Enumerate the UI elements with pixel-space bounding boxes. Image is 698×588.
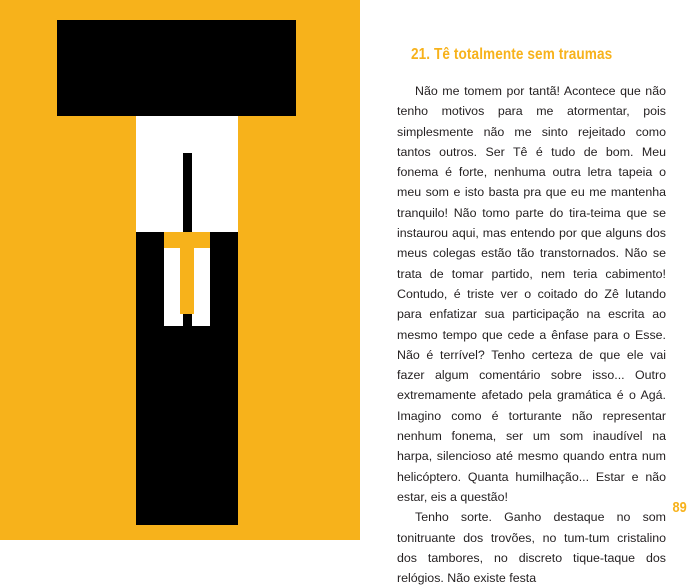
small-t-crossbar	[164, 232, 210, 248]
t-stem-white-band	[136, 116, 238, 153]
text-page	[360, 0, 698, 586]
paragraph: Não me tomem por tantã! Acontece que não tenho motivos para me atormentar, pois simplesmente não me sinto rejeitado como tantos outros. Ser Tê é tudo de bom. Meu fonema é forte, nenhuma outra letra tapeia o meu som e isto basta pra que eu me mantenha tranquilo! Não tomo parte do tira-teima que se instaurou aqui, mas entendo por que alguns dos meus colegas estão tão transtornados. Não se trata de tomar partido, nem teria cabimento! Contudo, é triste ver o coitado do Zê lutando para enfatizar sua participação na escrita ao mesmo tempo que cede a ênfase para o Esse. Não é terrível? Tenho certeza de que ele vai fazer algum comentário sobre isso... Outro extremamente afetado pela gramática é o Agá. Imagino como é torturante não representar nenhum fonema, ser um som inaudível na harpa, silencioso até mesmo quando entra num helicóptero. Quanta humilhação... Estar e não estar, eis a questão!	[397, 84, 666, 504]
t-inner-black-left	[136, 232, 164, 326]
small-t-stem	[180, 248, 194, 314]
chapter-title: 21. Tê totalmente sem traumas	[411, 46, 613, 63]
body-text	[397, 81, 666, 588]
t-inner-black-right	[210, 232, 238, 326]
letter-t-illustration	[0, 0, 360, 540]
illustration-page	[0, 0, 360, 540]
page-number: 89	[672, 499, 687, 516]
paragraph: Tenho sorte. Ganho destaque no som tonitruante dos trovões, no tum-tum cristalino dos tambores, no discreto tique-taque dos relógios. Não existe festa	[397, 510, 666, 586]
t-crossbar-black	[57, 20, 296, 116]
